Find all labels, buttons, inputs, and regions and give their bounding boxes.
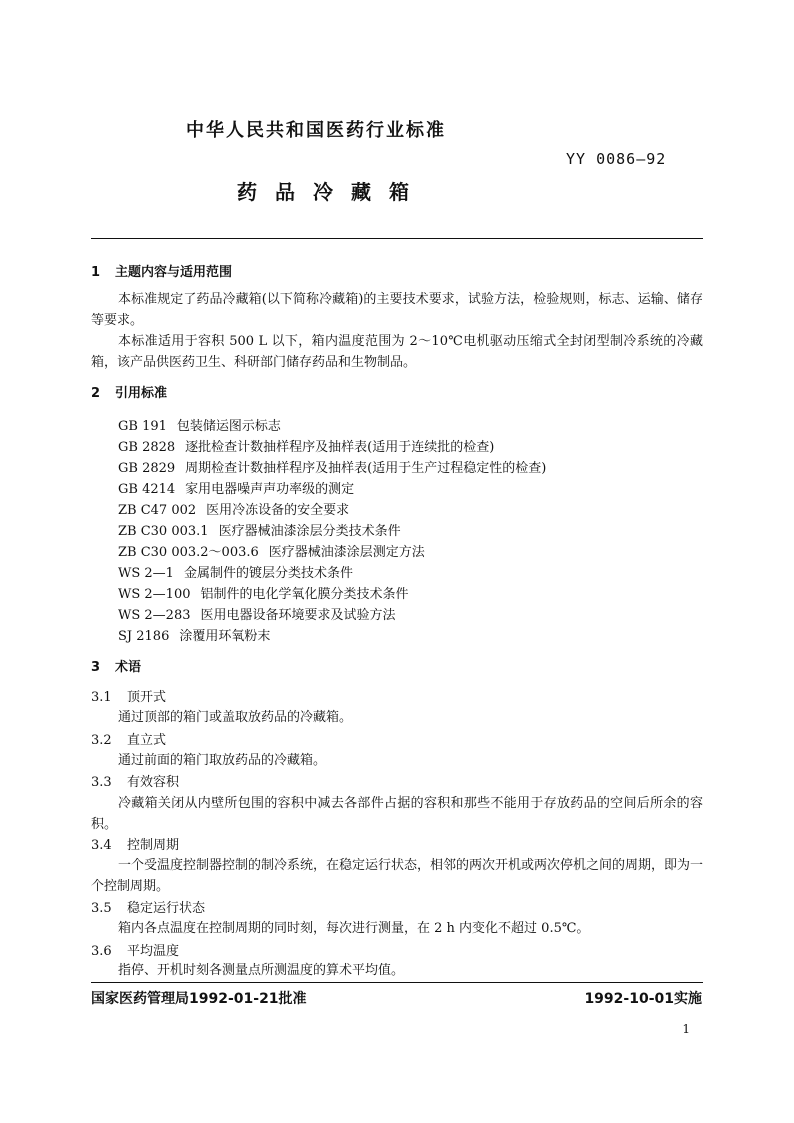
reference-item (118, 499, 349, 518)
reference-code: GB 4214 (118, 482, 176, 497)
term-definition: 指停、开机时刻各测量点所测温度的算术平均值。 (118, 963, 405, 978)
reference-title: 金属制件的镀层分类技术条件 (183, 566, 353, 581)
reference-title: 铝制件的电化学氧化膜分类技术条件 (200, 587, 409, 602)
section-number: 3 (91, 660, 101, 675)
reference-code: ZB C47 002 (118, 503, 197, 518)
reference-title: 医用冷冻设备的安全要求 (206, 503, 350, 518)
term-definition: 冷藏箱关闭从内壁所包围的容积中减去各部件占据的容积和那些不能用于存放药品的空间后所余的容积。 (91, 796, 703, 832)
reference-code: WS 2—1 (118, 566, 174, 581)
term-number: 3.2 (91, 733, 112, 748)
standard-code: YY 0086—92 (566, 150, 667, 168)
implementation-date: 1992-10-01实施 (584, 991, 702, 1007)
reference-title: 包装储运图示标志 (176, 419, 281, 434)
reference-title: 涂覆用环氧粉末 (179, 629, 271, 644)
header-divider (91, 238, 703, 239)
term-number: 3.4 (91, 838, 112, 853)
reference-item (118, 625, 270, 644)
reference-code: WS 2—100 (118, 587, 191, 602)
reference-item (118, 562, 353, 581)
term-definition: 通过顶部的箱门或盖取放药品的冷藏箱。 (118, 710, 353, 725)
document-title: 药品冷藏箱 (237, 180, 427, 204)
reference-code: WS 2—283 (118, 608, 191, 623)
term-number: 3.6 (91, 944, 112, 959)
reference-code: SJ 2186 (118, 629, 170, 644)
term-heading (91, 771, 179, 790)
term-name: 平均温度 (127, 944, 180, 959)
term-name: 稳定运行状态 (127, 901, 206, 916)
reference-title: 逐批检查计数抽样程序及抽样表(适用于连续批的检查) (185, 440, 495, 455)
term-definition: 通过前面的箱门取放药品的冷藏箱。 (118, 753, 327, 768)
reference-code: GB 191 (118, 419, 167, 434)
reference-code: GB 2828 (118, 440, 176, 455)
term-name: 有效容积 (127, 775, 180, 790)
section-2-heading (91, 382, 167, 401)
reference-title: 家用电器噪声声功率级的测定 (185, 482, 355, 497)
reference-title: 医疗器械油漆涂层分类技术条件 (218, 524, 401, 539)
reference-code: ZB C30 003.1 (118, 524, 209, 539)
reference-item (118, 541, 425, 560)
reference-code: ZB C30 003.2～003.6 (118, 545, 259, 560)
section-title: 术语 (115, 660, 142, 675)
section-title: 主题内容与适用范围 (115, 265, 233, 280)
reference-item (118, 583, 409, 602)
reference-item (118, 604, 396, 623)
reference-item (118, 436, 494, 455)
reference-title: 周期检查计数抽样程序及抽样表(适用于生产过程稳定性的检查) (185, 461, 547, 476)
reference-title: 医疗器械油漆涂层测定方法 (268, 545, 425, 560)
term-heading (91, 729, 166, 748)
section-number: 1 (91, 265, 101, 280)
approval-line: 国家医药管理局1992-01-21批准 (91, 991, 307, 1007)
section-number: 2 (91, 386, 101, 401)
reference-code: GB 2829 (118, 461, 176, 476)
footer-divider (91, 982, 703, 983)
section-3-heading (91, 656, 141, 675)
reference-item (118, 415, 281, 434)
term-name: 顶开式 (127, 690, 167, 705)
term-number: 3.3 (91, 775, 112, 790)
term-heading (91, 834, 179, 853)
paragraph: 本标准适用于容积 500 L 以下，箱内温度范围为 2～10℃电机驱动压缩式全封闭型制冷系统的冷藏箱，该产品供医药卫生、科研部门储存药品和生物制品。 (91, 334, 703, 370)
reference-item (118, 520, 401, 539)
term-heading (91, 897, 205, 916)
term-definition: 箱内各点温度在控制周期的同时刻，每次进行测量，在 2 h 内变化不超过 0.5℃。 (118, 921, 590, 936)
paragraph: 本标准规定了药品冷藏箱(以下简称冷藏箱)的主要技术要求，试验方法，检验规则，标志、运输、储存等要求。 (91, 292, 703, 328)
term-heading (91, 940, 179, 959)
term-name: 直立式 (127, 733, 167, 748)
term-number: 3.1 (91, 690, 112, 705)
term-number: 3.5 (91, 901, 112, 916)
term-name: 控制周期 (127, 838, 180, 853)
section-1-heading (91, 261, 232, 280)
section-title: 引用标准 (115, 386, 168, 401)
reference-item (118, 457, 546, 476)
issuing-organization: 中华人民共和国医药行业标准 (186, 120, 446, 141)
reference-title: 医用电器设备环境要求及试验方法 (200, 608, 396, 623)
page-number: 1 (682, 1022, 690, 1036)
term-definition: 一个受温度控制器控制的制冷系统，在稳定运行状态，相邻的两次开机或两次停机之间的周期，即为一个控制周期。 (91, 858, 704, 894)
reference-item (118, 478, 354, 497)
term-heading (91, 686, 166, 705)
